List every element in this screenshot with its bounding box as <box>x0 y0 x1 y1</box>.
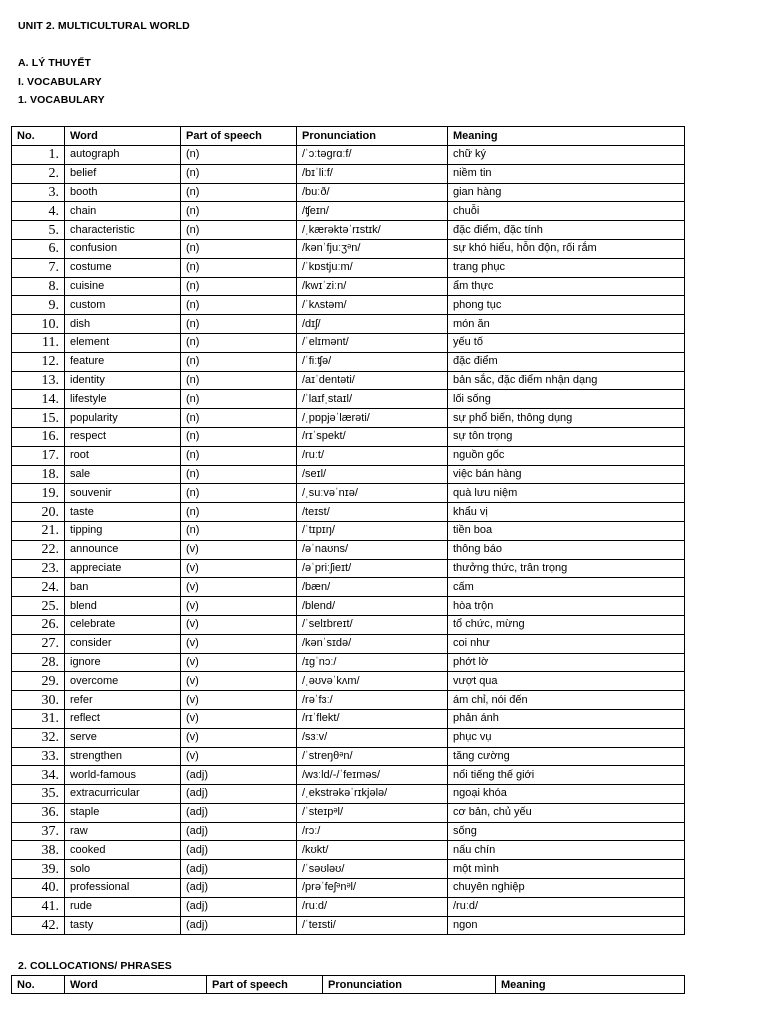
table-row <box>12 409 685 428</box>
cell-word: dish <box>65 315 181 334</box>
header-part-of-speech: Part of speech <box>207 976 323 994</box>
cell-pronunciation: /ˈelɪmənt/ <box>297 333 448 352</box>
table-row <box>12 728 685 747</box>
cell-word: world-famous <box>65 766 181 785</box>
table-row <box>12 916 685 935</box>
cell-meaning: ngoại khóa <box>448 785 685 804</box>
table-row <box>12 709 685 728</box>
table-row <box>12 822 685 841</box>
cell-word: ban <box>65 578 181 597</box>
cell-pronunciation: /kwɪˈziːn/ <box>297 277 448 296</box>
cell-part-of-speech: (adj) <box>181 879 297 898</box>
table-row <box>12 879 685 898</box>
cell-no: 27. <box>12 634 65 653</box>
cell-part-of-speech: (n) <box>181 484 297 503</box>
cell-part-of-speech: (n) <box>181 390 297 409</box>
table-row <box>12 578 685 597</box>
cell-part-of-speech: (n) <box>181 427 297 446</box>
cell-word: staple <box>65 803 181 822</box>
cell-no: 41. <box>12 897 65 916</box>
cell-pronunciation: /ɪɡˈnɔː/ <box>297 653 448 672</box>
cell-word: celebrate <box>65 615 181 634</box>
cell-part-of-speech: (adj) <box>181 841 297 860</box>
cell-part-of-speech: (v) <box>181 540 297 559</box>
cell-pronunciation: /buːð/ <box>297 183 448 202</box>
cell-meaning: sự tôn trọng <box>448 427 685 446</box>
table-row <box>12 691 685 710</box>
cell-pronunciation: /seɪl/ <box>297 465 448 484</box>
cell-word: chain <box>65 202 181 221</box>
cell-part-of-speech: (n) <box>181 239 297 258</box>
table-row <box>12 427 685 446</box>
cell-no: 26. <box>12 615 65 634</box>
cell-word: taste <box>65 503 181 522</box>
table-row <box>12 521 685 540</box>
cell-pronunciation: /ˈsteɪpᵊl/ <box>297 803 448 822</box>
cell-no: 31. <box>12 709 65 728</box>
document-title: UNIT 2. MULTICULTURAL WORLD <box>18 20 190 32</box>
table-row <box>12 653 685 672</box>
cell-meaning: trang phục <box>448 258 685 277</box>
cell-meaning: ẩm thực <box>448 277 685 296</box>
cell-meaning: nguồn gốc <box>448 446 685 465</box>
cell-word: lifestyle <box>65 390 181 409</box>
table-row <box>12 352 685 371</box>
table-row <box>12 465 685 484</box>
cell-no: 4. <box>12 202 65 221</box>
cell-no: 11. <box>12 333 65 352</box>
cell-no: 7. <box>12 258 65 277</box>
cell-no: 36. <box>12 803 65 822</box>
cell-pronunciation: /kʊkt/ <box>297 841 448 860</box>
cell-word: professional <box>65 879 181 898</box>
cell-part-of-speech: (adj) <box>181 766 297 785</box>
header-no: No. <box>12 127 65 146</box>
cell-part-of-speech: (n) <box>181 446 297 465</box>
cell-no: 30. <box>12 691 65 710</box>
cell-meaning: bản sắc, đặc điểm nhận dạng <box>448 371 685 390</box>
cell-word: respect <box>65 427 181 446</box>
cell-meaning: coi như <box>448 634 685 653</box>
header-meaning: Meaning <box>496 976 685 994</box>
cell-no: 34. <box>12 766 65 785</box>
cell-no: 14. <box>12 390 65 409</box>
cell-part-of-speech: (n) <box>181 146 297 165</box>
cell-part-of-speech: (v) <box>181 615 297 634</box>
cell-meaning: khẩu vị <box>448 503 685 522</box>
cell-meaning: yếu tố <box>448 333 685 352</box>
cell-pronunciation: /ˌəʊvəˈkʌm/ <box>297 672 448 691</box>
cell-meaning: phản ánh <box>448 709 685 728</box>
cell-pronunciation: /ˈɔːtəɡrɑːf/ <box>297 146 448 165</box>
cell-word: identity <box>65 371 181 390</box>
cell-pronunciation: /ˈkɒstjuːm/ <box>297 258 448 277</box>
cell-word: souvenir <box>65 484 181 503</box>
collocations-header-row <box>12 976 685 994</box>
table-row <box>12 183 685 202</box>
cell-pronunciation: /ˈteɪsti/ <box>297 916 448 935</box>
cell-meaning: một mình <box>448 860 685 879</box>
table-row <box>12 503 685 522</box>
cell-no: 40. <box>12 879 65 898</box>
cell-meaning: /ruːd/ <box>448 897 685 916</box>
cell-word: booth <box>65 183 181 202</box>
table-row <box>12 258 685 277</box>
cell-no: 15. <box>12 409 65 428</box>
cell-pronunciation: /wɜːld/-/ˈfeɪməs/ <box>297 766 448 785</box>
cell-pronunciation: /ˈlaɪfˌstaɪl/ <box>297 390 448 409</box>
cell-pronunciation: /rɔː/ <box>297 822 448 841</box>
cell-word: characteristic <box>65 221 181 240</box>
cell-word: element <box>65 333 181 352</box>
cell-no: 3. <box>12 183 65 202</box>
cell-no: 2. <box>12 164 65 183</box>
cell-pronunciation: /ruːt/ <box>297 446 448 465</box>
cell-no: 39. <box>12 860 65 879</box>
cell-part-of-speech: (v) <box>181 691 297 710</box>
table-row <box>12 747 685 766</box>
cell-meaning: nổi tiếng thế giới <box>448 766 685 785</box>
cell-word: feature <box>65 352 181 371</box>
cell-part-of-speech: (n) <box>181 183 297 202</box>
cell-no: 32. <box>12 728 65 747</box>
cell-meaning: thông báo <box>448 540 685 559</box>
cell-no: 38. <box>12 841 65 860</box>
table-row <box>12 540 685 559</box>
cell-no: 23. <box>12 559 65 578</box>
cell-part-of-speech: (v) <box>181 672 297 691</box>
cell-no: 21. <box>12 521 65 540</box>
cell-word: tipping <box>65 521 181 540</box>
cell-part-of-speech: (adj) <box>181 916 297 935</box>
section-2-heading: 2. COLLOCATIONS/ PHRASES <box>18 960 172 972</box>
cell-pronunciation: /aɪˈdentəti/ <box>297 371 448 390</box>
table-row <box>12 897 685 916</box>
cell-no: 35. <box>12 785 65 804</box>
cell-pronunciation: /teɪst/ <box>297 503 448 522</box>
cell-no: 6. <box>12 239 65 258</box>
header-meaning: Meaning <box>448 127 685 146</box>
cell-meaning: gian hàng <box>448 183 685 202</box>
header-word: Word <box>65 127 181 146</box>
cell-meaning: ám chỉ, nói đến <box>448 691 685 710</box>
cell-pronunciation: /rɪˈspekt/ <box>297 427 448 446</box>
cell-meaning: sống <box>448 822 685 841</box>
cell-pronunciation: /rɪˈflekt/ <box>297 709 448 728</box>
header-no: No. <box>12 976 65 994</box>
cell-part-of-speech: (n) <box>181 221 297 240</box>
table-row <box>12 672 685 691</box>
cell-word: overcome <box>65 672 181 691</box>
table-row <box>12 634 685 653</box>
header-part-of-speech: Part of speech <box>181 127 297 146</box>
cell-no: 19. <box>12 484 65 503</box>
cell-part-of-speech: (n) <box>181 352 297 371</box>
cell-word: solo <box>65 860 181 879</box>
header-pronunciation: Pronunciation <box>323 976 496 994</box>
cell-part-of-speech: (n) <box>181 409 297 428</box>
cell-word: sale <box>65 465 181 484</box>
cell-pronunciation: /rəˈfɜː/ <box>297 691 448 710</box>
cell-no: 37. <box>12 822 65 841</box>
cell-pronunciation: /dɪʃ/ <box>297 315 448 334</box>
cell-no: 18. <box>12 465 65 484</box>
header-word: Word <box>65 976 207 994</box>
cell-word: announce <box>65 540 181 559</box>
cell-word: raw <box>65 822 181 841</box>
cell-pronunciation: /ruːd/ <box>297 897 448 916</box>
cell-pronunciation: /kənˈfjuːʒᵊn/ <box>297 239 448 258</box>
table-row <box>12 146 685 165</box>
cell-no: 24. <box>12 578 65 597</box>
cell-pronunciation: /ˌkærəktəˈrɪstɪk/ <box>297 221 448 240</box>
cell-pronunciation: /blend/ <box>297 597 448 616</box>
cell-part-of-speech: (adj) <box>181 822 297 841</box>
cell-meaning: phục vụ <box>448 728 685 747</box>
cell-meaning: nấu chín <box>448 841 685 860</box>
collocations-table <box>11 975 685 994</box>
cell-no: 29. <box>12 672 65 691</box>
table-row <box>12 785 685 804</box>
cell-part-of-speech: (v) <box>181 597 297 616</box>
cell-meaning: món ăn <box>448 315 685 334</box>
cell-part-of-speech: (n) <box>181 371 297 390</box>
vocabulary-header-row <box>12 127 685 146</box>
cell-meaning: tăng cường <box>448 747 685 766</box>
cell-meaning: vượt qua <box>448 672 685 691</box>
cell-meaning: chữ ký <box>448 146 685 165</box>
cell-no: 10. <box>12 315 65 334</box>
cell-no: 20. <box>12 503 65 522</box>
cell-pronunciation: /ˈkʌstəm/ <box>297 296 448 315</box>
cell-pronunciation: /əˈpriːʃieɪt/ <box>297 559 448 578</box>
cell-pronunciation: /ˈsəʊləʊ/ <box>297 860 448 879</box>
cell-meaning: đặc điểm <box>448 352 685 371</box>
cell-word: cooked <box>65 841 181 860</box>
cell-pronunciation: /ˈselɪbreɪt/ <box>297 615 448 634</box>
table-row <box>12 221 685 240</box>
section-1-heading: 1. VOCABULARY <box>18 94 105 106</box>
cell-meaning: phong tục <box>448 296 685 315</box>
cell-no: 28. <box>12 653 65 672</box>
cell-pronunciation: /ˈtɪpɪŋ/ <box>297 521 448 540</box>
table-row <box>12 164 685 183</box>
cell-meaning: tiền boa <box>448 521 685 540</box>
cell-meaning: đặc điểm, đặc tính <box>448 221 685 240</box>
cell-part-of-speech: (n) <box>181 202 297 221</box>
table-row <box>12 841 685 860</box>
table-row <box>12 277 685 296</box>
cell-pronunciation: /ˌpɒpjəˈlærəti/ <box>297 409 448 428</box>
cell-part-of-speech: (n) <box>181 164 297 183</box>
cell-pronunciation: /ˌekstrəkəˈrɪkjələ/ <box>297 785 448 804</box>
cell-word: root <box>65 446 181 465</box>
cell-word: strengthen <box>65 747 181 766</box>
section-i-heading: I. VOCABULARY <box>18 76 102 88</box>
table-row <box>12 202 685 221</box>
cell-word: ignore <box>65 653 181 672</box>
cell-meaning: quà lưu niệm <box>448 484 685 503</box>
cell-part-of-speech: (v) <box>181 634 297 653</box>
cell-no: 13. <box>12 371 65 390</box>
cell-meaning: thưởng thức, trân trọng <box>448 559 685 578</box>
table-row <box>12 860 685 879</box>
cell-word: cuisine <box>65 277 181 296</box>
cell-meaning: chuyên nghiệp <box>448 879 685 898</box>
cell-word: costume <box>65 258 181 277</box>
cell-pronunciation: /əˈnaʊns/ <box>297 540 448 559</box>
cell-part-of-speech: (v) <box>181 559 297 578</box>
cell-no: 25. <box>12 597 65 616</box>
cell-word: tasty <box>65 916 181 935</box>
cell-part-of-speech: (adj) <box>181 897 297 916</box>
vocabulary-table <box>11 126 685 935</box>
table-row <box>12 371 685 390</box>
cell-word: appreciate <box>65 559 181 578</box>
cell-part-of-speech: (v) <box>181 653 297 672</box>
table-row <box>12 615 685 634</box>
cell-no: 8. <box>12 277 65 296</box>
table-row <box>12 597 685 616</box>
cell-part-of-speech: (n) <box>181 465 297 484</box>
cell-pronunciation: /ˈfiːʧə/ <box>297 352 448 371</box>
table-row <box>12 803 685 822</box>
table-row <box>12 315 685 334</box>
cell-part-of-speech: (n) <box>181 296 297 315</box>
cell-no: 5. <box>12 221 65 240</box>
cell-part-of-speech: (adj) <box>181 785 297 804</box>
table-row <box>12 333 685 352</box>
cell-word: belief <box>65 164 181 183</box>
cell-part-of-speech: (n) <box>181 277 297 296</box>
cell-part-of-speech: (adj) <box>181 860 297 879</box>
cell-part-of-speech: (adj) <box>181 803 297 822</box>
table-row <box>12 239 685 258</box>
cell-word: reflect <box>65 709 181 728</box>
cell-word: consider <box>65 634 181 653</box>
cell-meaning: tổ chức, mừng <box>448 615 685 634</box>
cell-pronunciation: /prəˈfeʃᵊnᵊl/ <box>297 879 448 898</box>
cell-part-of-speech: (n) <box>181 503 297 522</box>
table-row <box>12 559 685 578</box>
cell-part-of-speech: (v) <box>181 578 297 597</box>
cell-meaning: cấm <box>448 578 685 597</box>
cell-word: refer <box>65 691 181 710</box>
table-row <box>12 766 685 785</box>
cell-word: blend <box>65 597 181 616</box>
cell-word: confusion <box>65 239 181 258</box>
cell-pronunciation: /bɪˈliːf/ <box>297 164 448 183</box>
cell-meaning: sự khó hiểu, hỗn độn, rối rắm <box>448 239 685 258</box>
cell-part-of-speech: (v) <box>181 728 297 747</box>
cell-pronunciation: /sɜːv/ <box>297 728 448 747</box>
cell-no: 42. <box>12 916 65 935</box>
cell-no: 22. <box>12 540 65 559</box>
cell-pronunciation: /bæn/ <box>297 578 448 597</box>
table-row <box>12 484 685 503</box>
cell-word: autograph <box>65 146 181 165</box>
cell-meaning: chuỗi <box>448 202 685 221</box>
cell-meaning: lối sống <box>448 390 685 409</box>
cell-meaning: phớt lờ <box>448 653 685 672</box>
section-a-heading: A. LÝ THUYẾT <box>18 57 91 69</box>
cell-pronunciation: /ˌsuːvəˈnɪə/ <box>297 484 448 503</box>
cell-no: 17. <box>12 446 65 465</box>
cell-word: extracurricular <box>65 785 181 804</box>
cell-part-of-speech: (n) <box>181 521 297 540</box>
cell-no: 16. <box>12 427 65 446</box>
cell-meaning: niềm tin <box>448 164 685 183</box>
cell-part-of-speech: (v) <box>181 747 297 766</box>
cell-part-of-speech: (n) <box>181 258 297 277</box>
cell-word: rude <box>65 897 181 916</box>
header-pronunciation: Pronunciation <box>297 127 448 146</box>
cell-meaning: việc bán hàng <box>448 465 685 484</box>
cell-part-of-speech: (n) <box>181 333 297 352</box>
cell-part-of-speech: (v) <box>181 709 297 728</box>
cell-pronunciation: /kənˈsɪdə/ <box>297 634 448 653</box>
cell-meaning: hòa trộn <box>448 597 685 616</box>
table-row <box>12 296 685 315</box>
cell-pronunciation: /ˈstreŋθᵊn/ <box>297 747 448 766</box>
cell-word: popularity <box>65 409 181 428</box>
cell-meaning: cơ bản, chủ yếu <box>448 803 685 822</box>
cell-part-of-speech: (n) <box>181 315 297 334</box>
cell-pronunciation: /ʧeɪn/ <box>297 202 448 221</box>
cell-word: serve <box>65 728 181 747</box>
cell-no: 1. <box>12 146 65 165</box>
cell-no: 33. <box>12 747 65 766</box>
cell-no: 9. <box>12 296 65 315</box>
cell-meaning: ngon <box>448 916 685 935</box>
table-row <box>12 446 685 465</box>
cell-meaning: sự phổ biến, thông dụng <box>448 409 685 428</box>
table-row <box>12 390 685 409</box>
cell-no: 12. <box>12 352 65 371</box>
cell-word: custom <box>65 296 181 315</box>
